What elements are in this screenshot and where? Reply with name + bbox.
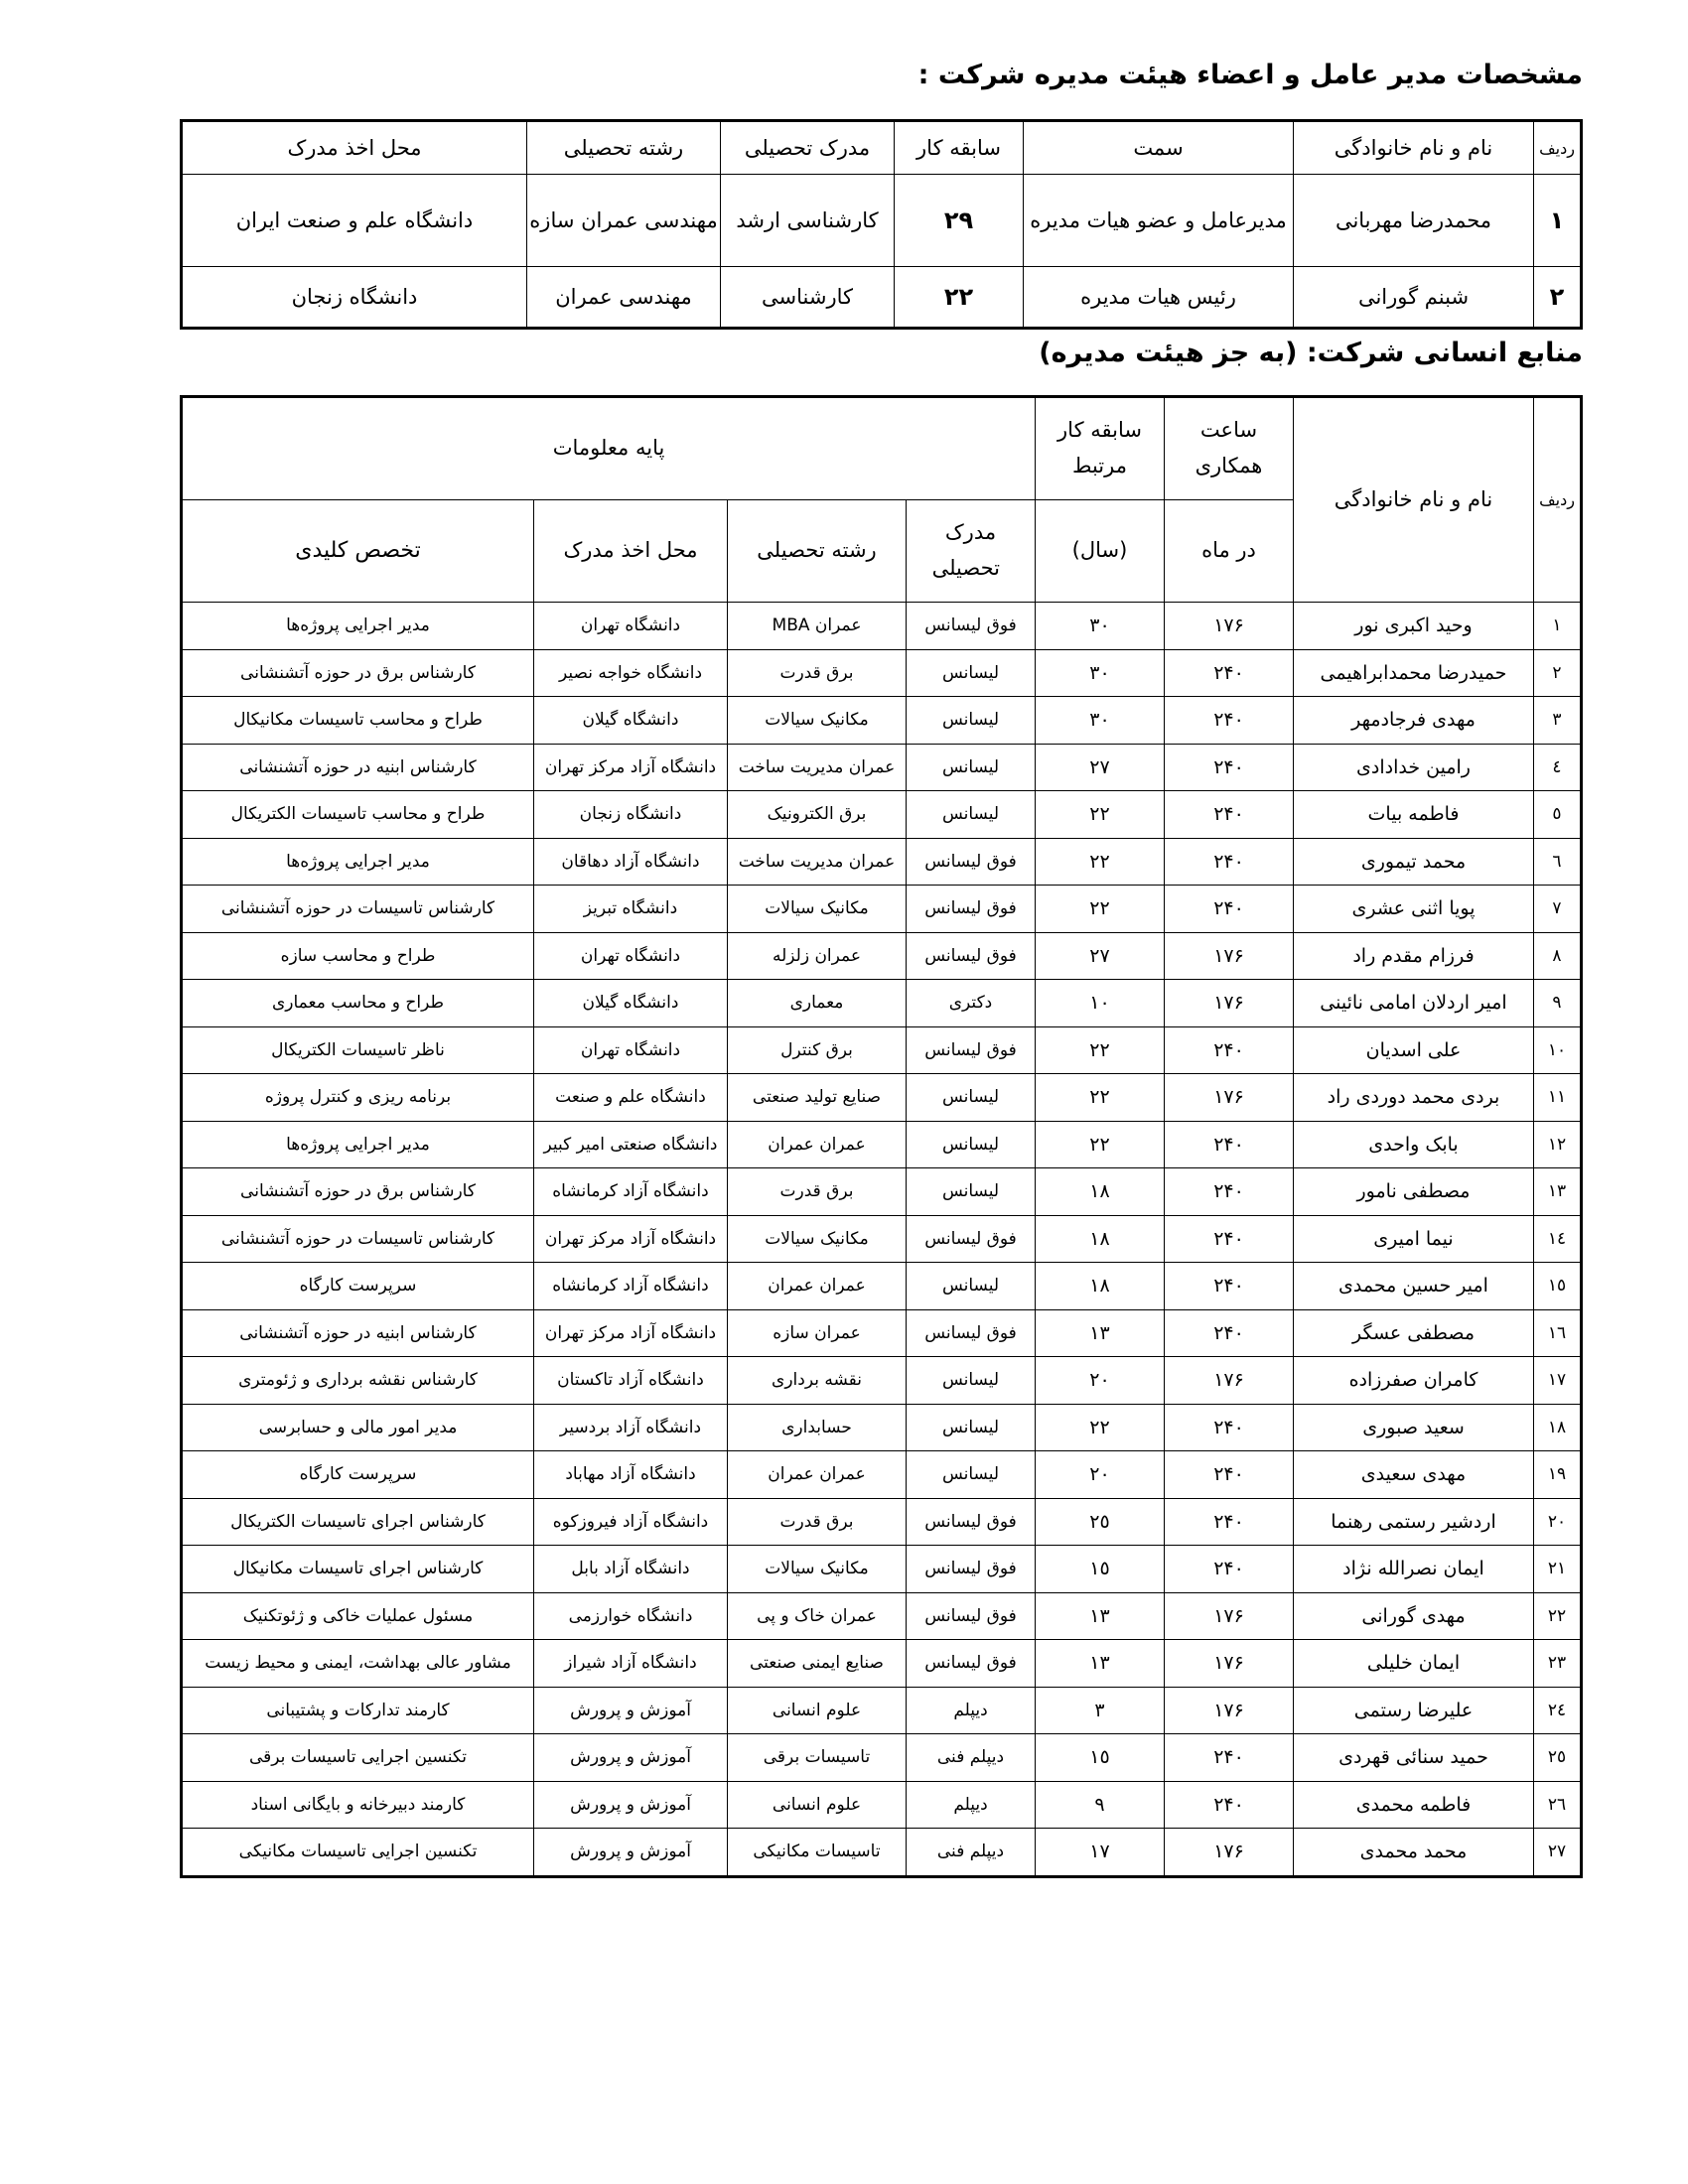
staff-hours: ۲۴۰ — [1165, 1263, 1294, 1310]
staff-field: عمران عمران — [728, 1263, 907, 1310]
staff-row-number: ۱٤ — [1534, 1215, 1582, 1263]
staff-place: دانشگاه خوارزمی — [534, 1592, 728, 1640]
staff-name: علیرضا رستمی — [1294, 1687, 1534, 1734]
staff-field: عمران سازه — [728, 1309, 907, 1357]
staff-degree: دیپلم — [907, 1687, 1036, 1734]
staff-specialty: کارشناس اجرای تاسیسات مکانیکال — [182, 1546, 534, 1593]
staff-experience: ۲٥ — [1036, 1498, 1165, 1546]
staff-field: برق الکترونیک — [728, 791, 907, 839]
staff-name: نیما امیری — [1294, 1215, 1534, 1263]
staff-experience: ۳۰ — [1036, 697, 1165, 745]
staff-row-number: ۱۷ — [1534, 1357, 1582, 1405]
staff-degree: فوق لیسانس — [907, 1498, 1036, 1546]
staff-specialty: کارمند تدارکات و پشتیبانی — [182, 1687, 534, 1734]
staff-name: فرزام مقدم راد — [1294, 932, 1534, 980]
staff-place: دانشگاه آزاد مرکز تهران — [534, 1309, 728, 1357]
board-field: مهندسی عمران سازه — [527, 175, 721, 267]
staff-experience: ۹ — [1036, 1781, 1165, 1829]
staff-hours: ۱۷۶ — [1165, 1687, 1294, 1734]
staff-row-number: ۹ — [1534, 980, 1582, 1027]
staff-specialty: کارمند دبیرخانه و بایگانی اسناد — [182, 1781, 534, 1829]
staff-header-experience-label: سابقه کار مرتبط — [1057, 418, 1142, 478]
staff-specialty: کارشناس ابنیه در حوزه آتشنشانی — [182, 744, 534, 791]
staff-row — [182, 1263, 1582, 1310]
staff-field: علوم انسانی — [728, 1781, 907, 1829]
staff-field: برق قدرت — [728, 1168, 907, 1216]
staff-place: دانشگاه آزاد دهاقان — [534, 838, 728, 886]
staff-experience: ۲۷ — [1036, 744, 1165, 791]
staff-place: دانشگاه خواجه نصیر — [534, 649, 728, 697]
staff-field: حسابداری — [728, 1404, 907, 1451]
staff-field: علوم انسانی — [728, 1687, 907, 1734]
staff-hours: ۲۴۰ — [1165, 1546, 1294, 1593]
staff-specialty: برنامه ریزی و کنترل پروژه — [182, 1074, 534, 1122]
staff-row — [182, 791, 1582, 839]
staff-specialty: کارشناس برق در حوزه آتشنشانی — [182, 1168, 534, 1216]
staff-row-number: ۱ — [1534, 603, 1582, 650]
staff-degree: لیسانس — [907, 1451, 1036, 1499]
staff-header-experience — [1036, 397, 1165, 500]
staff-name: مهدی گورانی — [1294, 1592, 1534, 1640]
staff-field: مکانیک سیالات — [728, 1546, 907, 1593]
staff-header-row-number: ردیف — [1534, 397, 1582, 603]
staff-experience: ۱۳ — [1036, 1592, 1165, 1640]
staff-place: دانشگاه گیلان — [534, 697, 728, 745]
staff-field: برق کنترل — [728, 1026, 907, 1074]
staff-header-experience-unit: (سال) — [1036, 500, 1165, 603]
staff-specialty: ناظر تاسیسات الکتریکال — [182, 1026, 534, 1074]
staff-experience: ۲۲ — [1036, 886, 1165, 933]
staff-header-degree — [907, 500, 1036, 603]
staff-hours: ۲۴۰ — [1165, 1309, 1294, 1357]
staff-row — [182, 1168, 1582, 1216]
staff-degree: فوق لیسانس — [907, 838, 1036, 886]
staff-degree: لیسانس — [907, 744, 1036, 791]
staff-experience: ۱۸ — [1036, 1215, 1165, 1263]
staff-degree: لیسانس — [907, 1357, 1036, 1405]
board-name: محمدرضا مهربانی — [1294, 175, 1534, 267]
staff-row-number: ۱٦ — [1534, 1309, 1582, 1357]
staff-header-hours — [1165, 397, 1294, 500]
staff-experience: ۲۷ — [1036, 932, 1165, 980]
staff-header-hours-label: ساعت همکاری — [1195, 418, 1263, 478]
staff-name: ایمان نصرالله نژاد — [1294, 1546, 1534, 1593]
staff-degree: فوق لیسانس — [907, 1546, 1036, 1593]
board-position: رئیس هیات مدیره — [1024, 267, 1294, 329]
board-row-number: ۱ — [1534, 175, 1582, 267]
staff-specialty: سرپرست کارگاه — [182, 1451, 534, 1499]
staff-experience: ۳ — [1036, 1687, 1165, 1734]
staff-field: معماری — [728, 980, 907, 1027]
staff-field: صنایع ایمنی صنعتی — [728, 1640, 907, 1688]
staff-hours: ۲۴۰ — [1165, 1498, 1294, 1546]
staff-degree: فوق لیسانس — [907, 1026, 1036, 1074]
staff-header-degree-label: مدرک تحصیلی — [931, 520, 1000, 580]
staff-row — [182, 838, 1582, 886]
staff-field: عمران عمران — [728, 1121, 907, 1168]
staff-name: سعید صبوری — [1294, 1404, 1534, 1451]
staff-place: دانشگاه آزاد کرمانشاه — [534, 1263, 728, 1310]
staff-row — [182, 603, 1582, 650]
staff-field: برق قدرت — [728, 1498, 907, 1546]
staff-field: نقشه برداری — [728, 1357, 907, 1405]
staff-row — [182, 697, 1582, 745]
staff-hours: ۲۴۰ — [1165, 1734, 1294, 1782]
staff-experience: ۱۸ — [1036, 1263, 1165, 1310]
staff-name: رامین خدادادی — [1294, 744, 1534, 791]
staff-experience: ۱۳ — [1036, 1309, 1165, 1357]
board-experience: ۲۹ — [895, 175, 1024, 267]
staff-place: دانشگاه آزاد مهاباد — [534, 1451, 728, 1499]
staff-row-number: ۲۷ — [1534, 1829, 1582, 1877]
staff-field: برق قدرت — [728, 649, 907, 697]
staff-row — [182, 1309, 1582, 1357]
staff-row-number: ۱۳ — [1534, 1168, 1582, 1216]
staff-place: دانشگاه گیلان — [534, 980, 728, 1027]
staff-place: دانشگاه صنعتی امیر کبیر — [534, 1121, 728, 1168]
staff-degree: لیسانس — [907, 1168, 1036, 1216]
staff-header-education: پایه معلومات — [182, 397, 1036, 500]
staff-degree: لیسانس — [907, 791, 1036, 839]
staff-row — [182, 1026, 1582, 1074]
staff-specialty: مدیر امور مالی و حسابرسی — [182, 1404, 534, 1451]
staff-degree: لیسانس — [907, 649, 1036, 697]
staff-header-specialty: تخصص کلیدی — [182, 500, 534, 603]
staff-specialty: مشاور عالی بهداشت، ایمنی و محیط زیست — [182, 1640, 534, 1688]
staff-row-number: ۳ — [1534, 697, 1582, 745]
staff-row — [182, 1687, 1582, 1734]
staff-row-number: ۲٦ — [1534, 1781, 1582, 1829]
staff-experience: ۲۰ — [1036, 1451, 1165, 1499]
staff-field: تاسیسات مکانیکی — [728, 1829, 907, 1877]
staff-hours: ۲۴۰ — [1165, 1451, 1294, 1499]
staff-name: امیر اردلان امامی نائینی — [1294, 980, 1534, 1027]
board-place: دانشگاه علم و صنعت ایران — [182, 175, 527, 267]
staff-row — [182, 1781, 1582, 1829]
staff-name: مهدی سعیدی — [1294, 1451, 1534, 1499]
staff-hours: ۲۴۰ — [1165, 791, 1294, 839]
staff-row — [182, 886, 1582, 933]
staff-name: فاطمه محمدی — [1294, 1781, 1534, 1829]
staff-field: عمران MBA — [728, 603, 907, 650]
board-header-degree: مدرک تحصیلی — [721, 121, 895, 175]
staff-row — [182, 1357, 1582, 1405]
staff-field: عمران عمران — [728, 1451, 907, 1499]
staff-row — [182, 744, 1582, 791]
staff-degree: فوق لیسانس — [907, 932, 1036, 980]
staff-name: اردشیر رستمی رهنما — [1294, 1498, 1534, 1546]
staff-specialty: کارشناس ابنیه در حوزه آتشنشانی — [182, 1309, 534, 1357]
staff-place: دانشگاه تهران — [534, 932, 728, 980]
staff-field: عمران خاک و پی — [728, 1592, 907, 1640]
board-header-row — [182, 121, 1582, 175]
staff-place: دانشگاه آزاد بردسیر — [534, 1404, 728, 1451]
staff-header-place: محل اخذ مدرک — [534, 500, 728, 603]
staff-degree: فوق لیسانس — [907, 603, 1036, 650]
staff-degree: فوق لیسانس — [907, 1309, 1036, 1357]
staff-degree: لیسانس — [907, 1121, 1036, 1168]
staff-degree: فوق لیسانس — [907, 1592, 1036, 1640]
staff-field: مکانیک سیالات — [728, 886, 907, 933]
staff-row-number: ۱۰ — [1534, 1026, 1582, 1074]
staff-row-number: ۱۹ — [1534, 1451, 1582, 1499]
staff-specialty: طراح و محاسب معماری — [182, 980, 534, 1027]
staff-hours: ۲۴۰ — [1165, 697, 1294, 745]
staff-field: صنایع تولید صنعتی — [728, 1074, 907, 1122]
staff-place: دانشگاه آزاد تاکستان — [534, 1357, 728, 1405]
staff-row — [182, 1640, 1582, 1688]
staff-field: عمران مدیریت ساخت — [728, 838, 907, 886]
staff-specialty: طراح و محاسب سازه — [182, 932, 534, 980]
staff-specialty: کارشناس تاسیسات در حوزه آتشنشانی — [182, 886, 534, 933]
staff-header-name: نام و نام خانوادگی — [1294, 397, 1534, 603]
staff-specialty: مدیر اجرایی پروژه‌ها — [182, 1121, 534, 1168]
staff-row-number: ۲٤ — [1534, 1687, 1582, 1734]
staff-hours: ۱۷۶ — [1165, 1829, 1294, 1877]
staff-hours: ۲۴۰ — [1165, 649, 1294, 697]
staff-header-field: رشته تحصیلی — [728, 500, 907, 603]
staff-degree: فوق لیسانس — [907, 1640, 1036, 1688]
staff-name: علی اسدیان — [1294, 1026, 1534, 1074]
staff-hours: ۱۷۶ — [1165, 1640, 1294, 1688]
staff-hours: ۱۷۶ — [1165, 932, 1294, 980]
staff-row — [182, 1734, 1582, 1782]
board-table — [180, 119, 1583, 330]
staff-field: عمران مدیریت ساخت — [728, 744, 907, 791]
staff-hours: ۲۴۰ — [1165, 1121, 1294, 1168]
board-header-field: رشته تحصیلی — [527, 121, 721, 175]
staff-place: دانشگاه تبریز — [534, 886, 728, 933]
staff-experience: ۲۲ — [1036, 838, 1165, 886]
staff-row — [182, 1121, 1582, 1168]
staff-place: آموزش و پرورش — [534, 1829, 728, 1877]
board-degree: کارشناسی — [721, 267, 895, 329]
staff-field: مکانیک سیالات — [728, 697, 907, 745]
staff-row-number: ٤ — [1534, 744, 1582, 791]
staff-hours: ۱۷۶ — [1165, 980, 1294, 1027]
staff-hours: ۱۷۶ — [1165, 1357, 1294, 1405]
board-header-row-number: ردیف — [1534, 121, 1582, 175]
staff-row — [182, 1829, 1582, 1877]
board-position: مدیرعامل و عضو هیات مدیره — [1024, 175, 1294, 267]
staff-specialty: مسئول عملیات خاکی و ژئوتکنیک — [182, 1592, 534, 1640]
staff-name: بردی محمد دوردی راد — [1294, 1074, 1534, 1122]
staff-experience: ۱۸ — [1036, 1168, 1165, 1216]
staff-row — [182, 1592, 1582, 1640]
staff-field: عمران زلزله — [728, 932, 907, 980]
staff-row-number: ۲۳ — [1534, 1640, 1582, 1688]
staff-experience: ۱۷ — [1036, 1829, 1165, 1877]
staff-name: مصطفی نامور — [1294, 1168, 1534, 1216]
staff-hours: ۲۴۰ — [1165, 886, 1294, 933]
staff-place: آموزش و پرورش — [534, 1734, 728, 1782]
board-row — [182, 175, 1582, 267]
staff-table — [180, 395, 1583, 1878]
staff-degree: لیسانس — [907, 697, 1036, 745]
staff-degree: فوق لیسانس — [907, 886, 1036, 933]
staff-place: دانشگاه آزاد شیراز — [534, 1640, 728, 1688]
staff-row-number: ٦ — [1534, 838, 1582, 886]
staff-hours: ۲۴۰ — [1165, 1215, 1294, 1263]
staff-specialty: تکنسین اجرایی تاسیسات مکانیکی — [182, 1829, 534, 1877]
staff-hours: ۱۷۶ — [1165, 1592, 1294, 1640]
staff-name: محمد تیموری — [1294, 838, 1534, 886]
staff-place: دانشگاه آزاد فیروزکوه — [534, 1498, 728, 1546]
staff-experience: ۱٥ — [1036, 1546, 1165, 1593]
staff-row-number: ۱۸ — [1534, 1404, 1582, 1451]
staff-degree: دیپلم فنی — [907, 1829, 1036, 1877]
staff-specialty: تکنسین اجرایی تاسیسات برقی — [182, 1734, 534, 1782]
staff-name: امیر حسین محمدی — [1294, 1263, 1534, 1310]
staff-row — [182, 1074, 1582, 1122]
staff-row — [182, 1498, 1582, 1546]
staff-name: پویا اثنی عشری — [1294, 886, 1534, 933]
staff-name: کامران صفرزاده — [1294, 1357, 1534, 1405]
board-place: دانشگاه زنجان — [182, 267, 527, 329]
staff-place: دانشگاه آزاد کرمانشاه — [534, 1168, 728, 1216]
staff-name: فاطمه بیات — [1294, 791, 1534, 839]
board-row — [182, 267, 1582, 329]
staff-row-number: ۲٥ — [1534, 1734, 1582, 1782]
staff-row-number: ٥ — [1534, 791, 1582, 839]
staff-name: بابک واحدی — [1294, 1121, 1534, 1168]
staff-experience: ۳۰ — [1036, 649, 1165, 697]
staff-name: محمد محمدی — [1294, 1829, 1534, 1877]
staff-hours: ۲۴۰ — [1165, 1168, 1294, 1216]
staff-experience: ۲۰ — [1036, 1357, 1165, 1405]
board-section-title: مشخصات مدیر عامل و اعضاء هیئت مدیره شرکت : — [917, 60, 1583, 90]
staff-row-number: ۷ — [1534, 886, 1582, 933]
staff-row-number: ۱٥ — [1534, 1263, 1582, 1310]
staff-experience: ۱۰ — [1036, 980, 1165, 1027]
staff-row — [182, 932, 1582, 980]
staff-experience: ۲۲ — [1036, 1026, 1165, 1074]
staff-field: تاسیسات برقی — [728, 1734, 907, 1782]
staff-specialty: کارشناس نقشه برداری و ژئومتری — [182, 1357, 534, 1405]
staff-row — [182, 1546, 1582, 1593]
staff-place: دانشگاه تهران — [534, 603, 728, 650]
staff-place: آموزش و پرورش — [534, 1687, 728, 1734]
staff-specialty: طراح و محاسب تاسیسات مکانیکال — [182, 697, 534, 745]
staff-experience: ۳۰ — [1036, 603, 1165, 650]
board-row-number: ۲ — [1534, 267, 1582, 329]
staff-experience: ۲۲ — [1036, 791, 1165, 839]
board-field: مهندسی عمران — [527, 267, 721, 329]
staff-degree: لیسانس — [907, 1074, 1036, 1122]
staff-name: ایمان خلیلی — [1294, 1640, 1534, 1688]
staff-name: مهدی فرجادمهر — [1294, 697, 1534, 745]
staff-hours: ۲۴۰ — [1165, 1026, 1294, 1074]
staff-header-hours-unit: در ماه — [1165, 500, 1294, 603]
staff-degree: دکتری — [907, 980, 1036, 1027]
staff-specialty: مدیر اجرایی پروژه‌ها — [182, 838, 534, 886]
staff-name: وحید اکبری نور — [1294, 603, 1534, 650]
staff-experience: ۲۲ — [1036, 1404, 1165, 1451]
staff-row-number: ۱۲ — [1534, 1121, 1582, 1168]
staff-hours: ۱۷۶ — [1165, 603, 1294, 650]
staff-row — [182, 1451, 1582, 1499]
board-name: شبنم گورانی — [1294, 267, 1534, 329]
staff-row-number: ۱۱ — [1534, 1074, 1582, 1122]
staff-place: دانشگاه آزاد مرکز تهران — [534, 744, 728, 791]
staff-name: مصطفی عسگر — [1294, 1309, 1534, 1357]
staff-specialty: طراح و محاسب تاسیسات الکتریکال — [182, 791, 534, 839]
staff-specialty: مدیر اجرایی پروژه‌ها — [182, 603, 534, 650]
staff-hours: ۲۴۰ — [1165, 1781, 1294, 1829]
board-header-position: سمت — [1024, 121, 1294, 175]
staff-name: حمید سنائی قهردی — [1294, 1734, 1534, 1782]
staff-experience: ۲۲ — [1036, 1074, 1165, 1122]
staff-row-number: ۲۲ — [1534, 1592, 1582, 1640]
staff-field: مکانیک سیالات — [728, 1215, 907, 1263]
staff-hours: ۱۷۶ — [1165, 1074, 1294, 1122]
staff-hours: ۲۴۰ — [1165, 1404, 1294, 1451]
staff-name: حمیدرضا محمدابراهیمی — [1294, 649, 1534, 697]
staff-specialty: کارشناس تاسیسات در حوزه آتشنشانی — [182, 1215, 534, 1263]
staff-row — [182, 1215, 1582, 1263]
staff-degree: لیسانس — [907, 1404, 1036, 1451]
staff-place: دانشگاه آزاد بابل — [534, 1546, 728, 1593]
staff-place: دانشگاه تهران — [534, 1026, 728, 1074]
staff-degree: لیسانس — [907, 1263, 1036, 1310]
board-header-place: محل اخذ مدرک — [182, 121, 527, 175]
staff-degree: دیپلم — [907, 1781, 1036, 1829]
board-header-name: نام و نام خانوادگی — [1294, 121, 1534, 175]
staff-row-number: ۲۰ — [1534, 1498, 1582, 1546]
staff-specialty: کارشناس برق در حوزه آتشنشانی — [182, 649, 534, 697]
staff-header-row-1 — [182, 397, 1582, 500]
staff-row — [182, 649, 1582, 697]
staff-degree: فوق لیسانس — [907, 1215, 1036, 1263]
staff-section-title: منابع انسانی شرکت: (به جز هیئت مدیره) — [1039, 338, 1583, 368]
staff-specialty: سرپرست کارگاه — [182, 1263, 534, 1310]
board-experience: ۲۲ — [895, 267, 1024, 329]
staff-hours: ۲۴۰ — [1165, 744, 1294, 791]
staff-place: دانشگاه علم و صنعت — [534, 1074, 728, 1122]
staff-row — [182, 1404, 1582, 1451]
staff-row-number: ۸ — [1534, 932, 1582, 980]
staff-place: دانشگاه آزاد مرکز تهران — [534, 1215, 728, 1263]
staff-row-number: ۲۱ — [1534, 1546, 1582, 1593]
board-header-experience: سابقه کار — [895, 121, 1024, 175]
staff-degree: دیپلم فنی — [907, 1734, 1036, 1782]
staff-hours: ۲۴۰ — [1165, 838, 1294, 886]
staff-row — [182, 980, 1582, 1027]
board-degree: کارشناسی ارشد — [721, 175, 895, 267]
staff-specialty: کارشناس اجرای تاسیسات الکتریکال — [182, 1498, 534, 1546]
staff-experience: ۱۳ — [1036, 1640, 1165, 1688]
staff-experience: ۲۲ — [1036, 1121, 1165, 1168]
staff-place: دانشگاه زنجان — [534, 791, 728, 839]
staff-row-number: ۲ — [1534, 649, 1582, 697]
staff-place: آموزش و پرورش — [534, 1781, 728, 1829]
staff-experience: ۱٥ — [1036, 1734, 1165, 1782]
